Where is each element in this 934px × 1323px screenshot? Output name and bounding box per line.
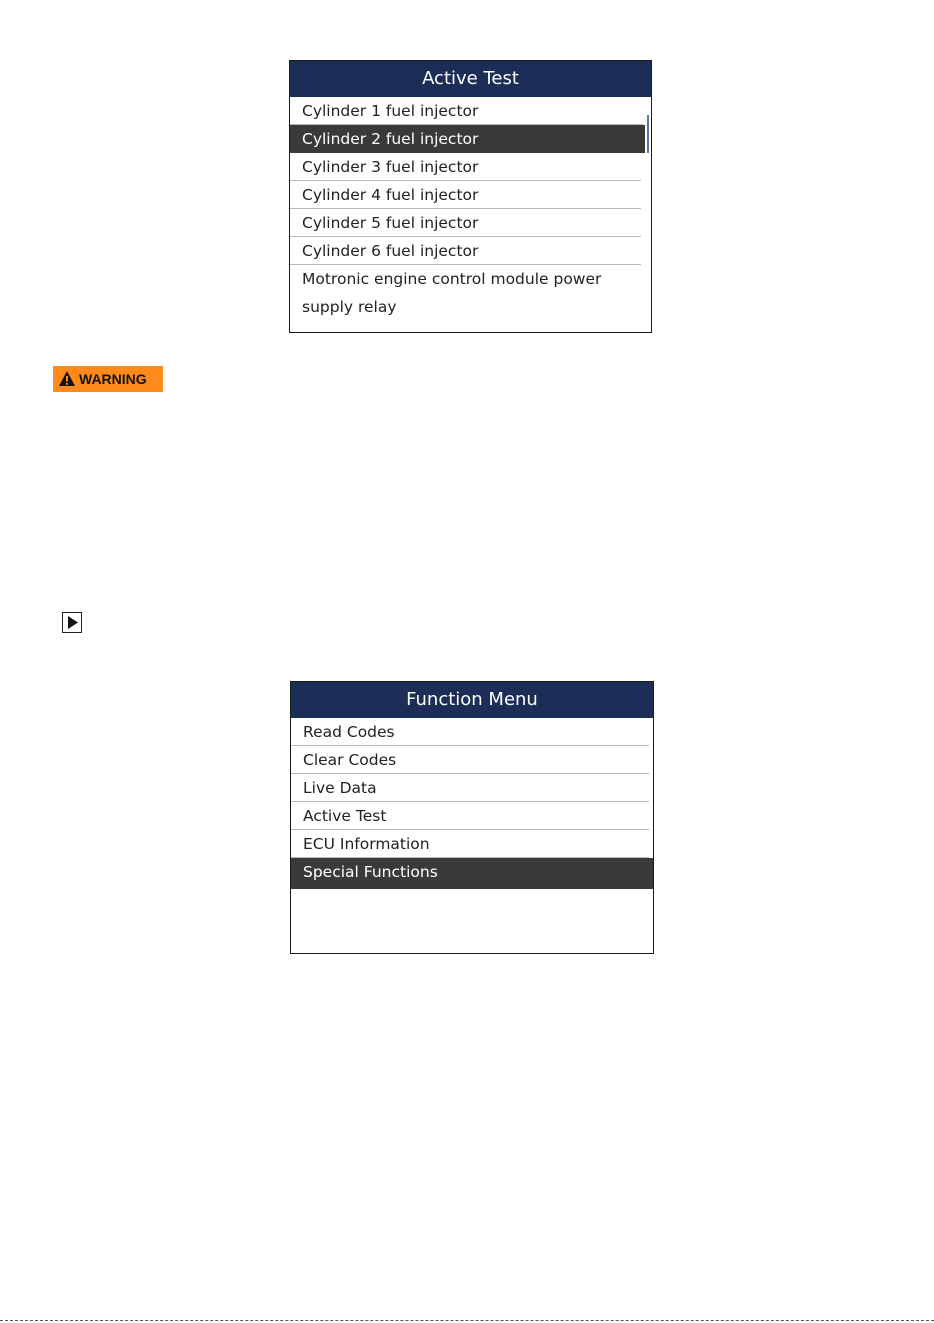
list-item[interactable]: Cylinder 4 fuel injector xyxy=(290,181,641,209)
warning-label: WARNING xyxy=(79,371,147,387)
active-test-list xyxy=(290,97,651,321)
list-item[interactable]: Cylinder 6 fuel injector xyxy=(290,237,641,265)
page-footer-divider xyxy=(0,1320,934,1321)
list-item[interactable]: Cylinder 3 fuel injector xyxy=(290,153,641,181)
warning-triangle-icon xyxy=(58,370,76,387)
list-item[interactable]: Motronic engine control module power supply relay xyxy=(302,270,602,316)
function-menu-title: Function Menu xyxy=(291,682,653,718)
play-arrow-icon xyxy=(62,612,82,633)
menu-item-read-codes[interactable]: Read Codes xyxy=(291,718,649,746)
list-item-selected[interactable]: Cylinder 2 fuel injector xyxy=(290,125,645,153)
menu-item-live-data[interactable]: Live Data xyxy=(291,774,649,802)
active-test-title: Active Test xyxy=(290,61,651,97)
active-test-screen xyxy=(289,60,652,333)
function-menu-screen xyxy=(290,681,654,954)
menu-item-special-functions[interactable]: Special Functions xyxy=(291,858,653,889)
menu-item-clear-codes[interactable]: Clear Codes xyxy=(291,746,649,774)
warning-badge xyxy=(53,366,163,392)
scrollbar-thumb[interactable] xyxy=(647,115,649,153)
menu-item-active-test[interactable]: Active Test xyxy=(291,802,649,830)
list-item[interactable]: Cylinder 1 fuel injector xyxy=(290,97,643,125)
menu-item-ecu-information[interactable]: ECU Information xyxy=(291,830,649,858)
list-item[interactable]: Cylinder 5 fuel injector xyxy=(290,209,641,237)
function-menu-list xyxy=(291,718,653,889)
